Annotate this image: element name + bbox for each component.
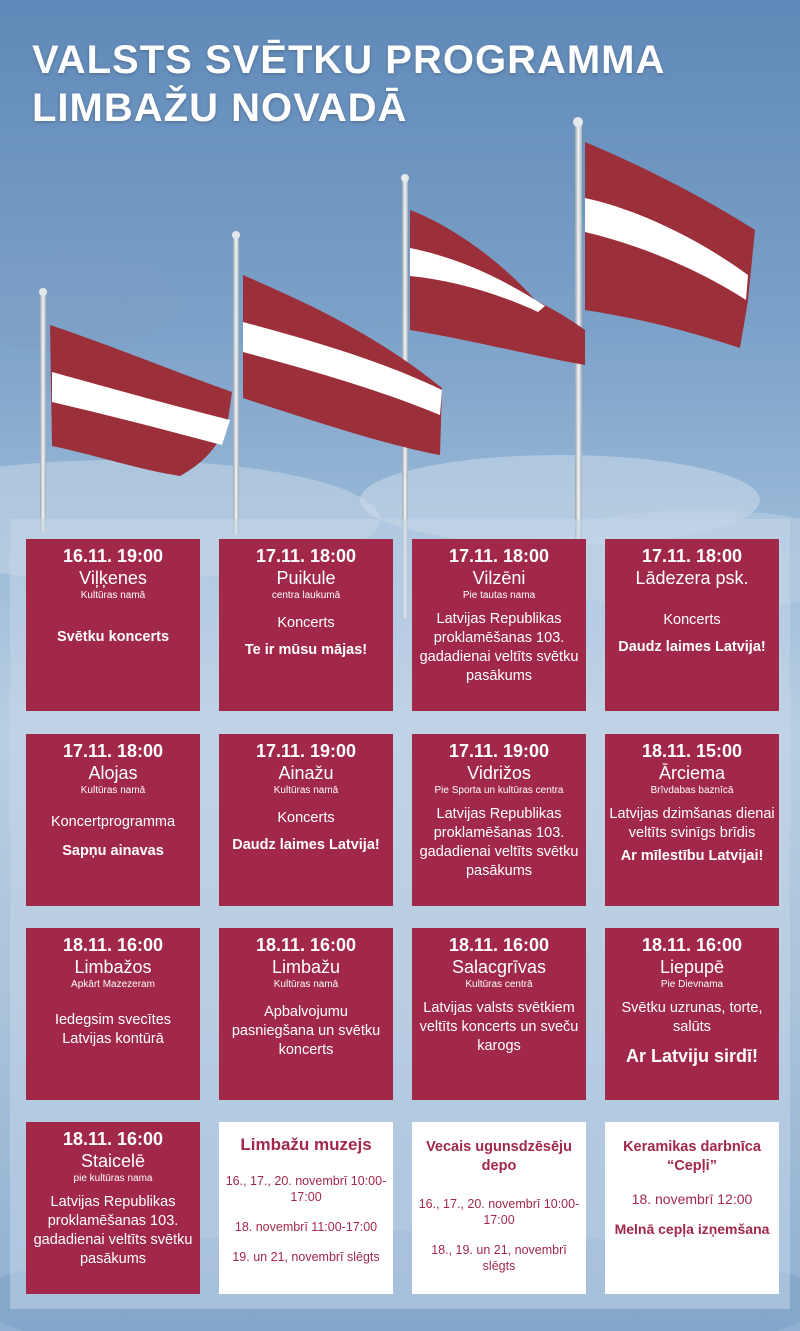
event-highlight: Daudz laimes Latvija! [618, 639, 766, 655]
latvian-flag [585, 142, 755, 348]
venue-hours-card [219, 1122, 393, 1294]
venue-hours-line: 16., 17., 20. novembrī 10:00-17:00 [418, 1197, 580, 1227]
event-datetime: 18.11. 16:00 [62, 1129, 164, 1149]
event-datetime: 17.11. 18:00 [62, 741, 164, 761]
venue-hours-card [605, 1122, 779, 1294]
event-datetime: 17.11. 18:00 [255, 546, 357, 566]
event-place: Alojas [88, 763, 138, 783]
event-place: Salacgrīvas [451, 957, 547, 977]
event-place: Puikule [276, 568, 336, 588]
event-datetime: 17.11. 19:00 [255, 741, 357, 761]
venue-hours-card [412, 1122, 586, 1294]
venue-title: Vecais ugunsdzēsēju depo [426, 1139, 572, 1174]
event-place: Staicelē [80, 1151, 146, 1171]
event-description: Latvijas Republikas proklamēšanas 103. gadadienai veltīts svētku pasākums [419, 806, 579, 879]
event-card [219, 539, 393, 711]
venue-title: Limbažu muzejs [240, 1135, 372, 1154]
event-place: Lādezera psk. [635, 568, 749, 588]
venue-highlight: Melnā cepļa izņemšana [614, 1221, 770, 1237]
event-card [26, 539, 200, 711]
event-venue: centra laukumā [271, 590, 341, 601]
event-highlight: Ar Latviju sirdī! [625, 1046, 759, 1066]
event-place: Ainažu [278, 763, 334, 783]
event-place: Limbažos [74, 957, 152, 977]
event-description: Iedegsim svecītes Latvijas kontūrā [54, 1012, 172, 1047]
event-datetime: 18.11. 15:00 [641, 741, 743, 761]
event-datetime: 17.11. 19:00 [448, 741, 550, 761]
event-card [412, 928, 586, 1100]
latvian-flag [410, 210, 585, 365]
event-datetime: 16.11. 19:00 [62, 546, 164, 566]
event-venue: Kultūras namā [273, 979, 339, 990]
event-description: Koncerts [663, 612, 721, 628]
event-card [605, 928, 779, 1100]
event-card [26, 928, 200, 1100]
venue-hours-line: 19. un 21, novembrī slēgts [232, 1250, 380, 1264]
event-venue: Kultūras namā [80, 785, 146, 796]
title-line-1: VALSTS SVĒTKU PROGRAMMA [32, 38, 666, 82]
event-venue: Kultūras namā [80, 590, 146, 601]
event-highlight: Sapņu ainavas [62, 843, 164, 859]
event-venue: Pie tautas nama [462, 590, 536, 601]
event-card [605, 539, 779, 711]
event-description: Koncerts [277, 615, 335, 631]
event-description: Latvijas dzimšanas dienai veltīts svinīgs brīdis [609, 806, 775, 841]
event-highlight: Ar mīlestību Latvijai! [620, 848, 764, 864]
event-place: Limbažu [271, 957, 341, 977]
event-place: Vidrižos [467, 763, 531, 783]
event-venue: Apkārt Mazezeram [71, 979, 155, 990]
venue-hours-line: 18., 19. un 21, novembrī slēgts [431, 1243, 567, 1273]
event-place: Ārciema [658, 763, 725, 783]
event-datetime: 17.11. 18:00 [641, 546, 743, 566]
event-card [412, 734, 586, 906]
venue-hours-line: 18. novembrī 12:00 [631, 1191, 753, 1207]
title-line-2: LIMBAŽU NOVADĀ [32, 86, 408, 130]
event-description: Latvijas valsts svētkiem veltīts koncerts un sveču karogs [419, 1000, 579, 1054]
event-venue: Kultūras centrā [465, 979, 533, 990]
event-description: Latvijas Republikas proklamēšanas 103. gadadienai veltīts svētku pasākums [33, 1194, 193, 1267]
event-card [219, 928, 393, 1100]
venue-hours-line: 18. novembrī 11:00-17:00 [234, 1220, 378, 1234]
event-place: Vilzēni [472, 568, 526, 588]
event-description: Koncertprogramma [50, 814, 176, 830]
event-datetime: 18.11. 16:00 [255, 935, 357, 955]
event-datetime: 18.11. 16:00 [62, 935, 164, 955]
event-card [605, 734, 779, 906]
event-description: Latvijas Republikas proklamēšanas 103. gadadienai veltīts svētku pasākums [419, 611, 579, 684]
event-description: Apbalvojumu pasniegšana un svētku koncerts [231, 1004, 381, 1058]
event-card [26, 734, 200, 906]
venue-hours-line: 16., 17., 20. novembrī 10:00-17:00 [225, 1174, 387, 1204]
event-venue: pie kultūras nama [73, 1173, 153, 1184]
event-highlight: Svētku koncerts [56, 629, 170, 645]
event-venue: Pie Dievnama [660, 979, 724, 990]
event-place: Viļķenes [79, 568, 147, 588]
event-datetime: 18.11. 16:00 [641, 935, 743, 955]
event-highlight: Daudz laimes Latvija! [232, 837, 380, 853]
page-title [32, 36, 665, 132]
event-venue: Brīvdabas baznīcā [650, 785, 734, 796]
event-venue: Pie Sporta un kultūras centra [434, 785, 564, 796]
flagpole [40, 292, 46, 532]
event-card [219, 734, 393, 906]
event-description: Koncerts [277, 810, 335, 826]
event-datetime: 17.11. 18:00 [448, 546, 550, 566]
event-highlight: Te ir mūsu mājas! [244, 642, 368, 658]
event-card [26, 1122, 200, 1294]
event-datetime: 18.11. 16:00 [448, 935, 550, 955]
event-place: Liepupē [659, 957, 725, 977]
venue-title: Keramikas darbnīca “Cepļi” [623, 1139, 761, 1174]
flagpole [233, 235, 239, 535]
event-venue: Kultūras namā [273, 785, 339, 796]
latvian-flag [50, 325, 232, 476]
event-card [412, 539, 586, 711]
event-description: Svētku uzrunas, torte, salūts [621, 1000, 763, 1035]
